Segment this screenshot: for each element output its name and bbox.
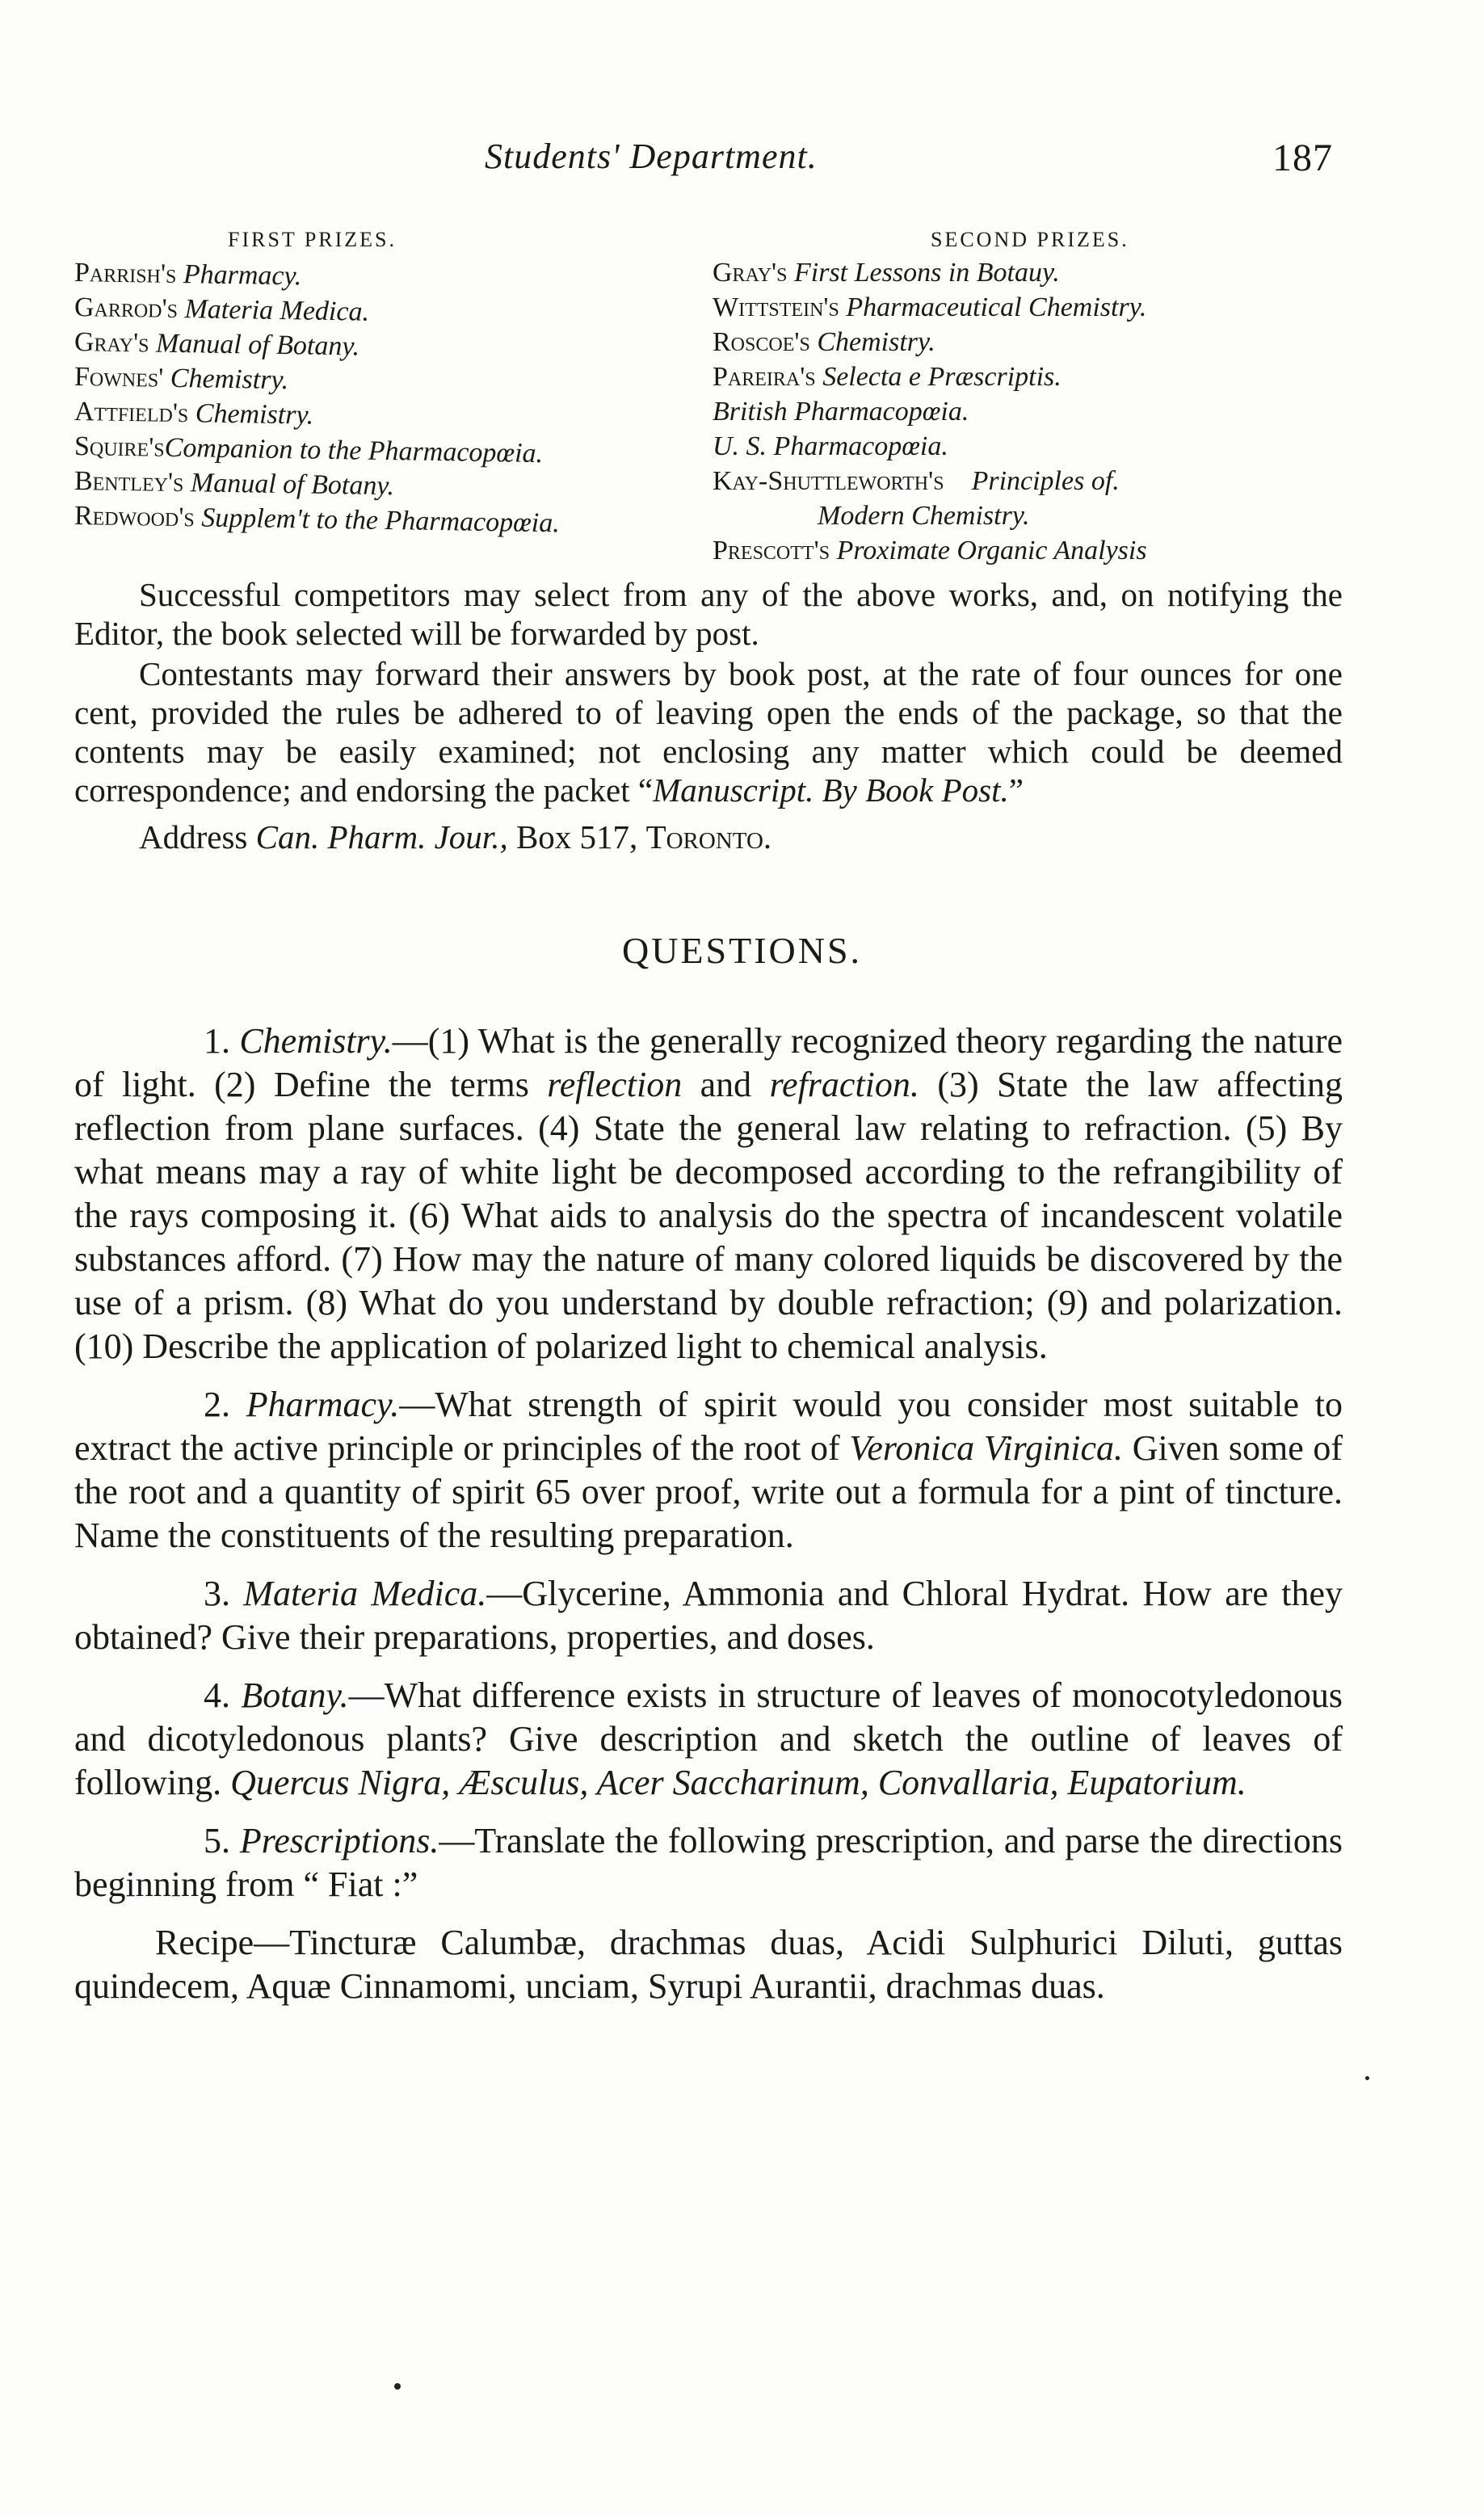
prize-item: Squire'sCompanion to the Pharmacopœia. [74,431,544,469]
prize-item: British Pharmacopœia. [713,397,969,427]
recipe-text: Recipe—Tincturæ Calumbæ, drachmas duas, Acidi Sulphurici Diluti, guttas quindecem, Aquæ Cinnamomi, unciam, Syrupi Aurantii, drachmas duas. [74,1923,1343,2006]
address-line: Address Can. Pharm. Jour., Box 517, Toronto. [139,818,772,856]
second-prizes-heading: SECOND PRIZES. [931,228,1129,251]
question-item: 2. Pharmacy.—What strength of spirit would you consider most suitable to extract the active principle or principles of the root of Veronica Virginica. Given some of the root and a quantity of spirit 65 over proof, write out a formula for a pint of tincture. Name the constituents of the resulting preparation. [74,1385,1343,1555]
section-heading: QUESTIONS. [621,930,863,971]
prize-item: Bentley's Manual of Botany. [74,466,395,502]
prize-item: Roscoe's Chemistry. [713,327,935,357]
prize-item: Gray's Manual of Botany. [74,327,360,362]
submission-notice [74,575,1343,858]
running-title: Students' Department. [485,137,818,176]
question-item: 1. Chemistry.—(1) What is the generally recognized theory regarding the nature of light. (2) Define the terms reflection and refraction. (3) State the law affecting reflection from plane surfaces. (4) State the general law relating to refraction. (5) By what means may a ray of white light be decomposed according to the refrangibility of the rays composing it. (6) What aids to analysis do the spectra of incandescent volatile substances afford. (7) How may the nature of many colored liquids be discovered by the use of a prism. (8) What do you understand by double refraction; (9) and polarization. (10) Describe the application of polarized light to chemical analysis. [74,1021,1343,1366]
prize-item: Garrod's Materia Medica. [74,292,370,327]
ink-speck [1365,2076,1369,2080]
prize-item: Modern Chemistry. [818,501,1030,531]
prize-item: Fownes' Chemistry. [74,362,289,396]
question-item: 4. Botany.—What difference exists in structure of leaves of monocotyledonous and dicotyledonous plants? Give description and sketch the outline of leaves of following. Quercus Nigra, Æsculus, Acer Saccharinum, Convallaria, Eupatorium. [74,1675,1343,1802]
notice-paragraph: Contestants may forward their answers by book post, at the rate of four ounces for one cent, provided the rules be adhered to of leaving open the ends of the package, so that the contents may be easily examined; not enclosing any matter which could be deemed correspondence; and endorsing the packet “Manuscript. By Book Post.” [74,655,1343,809]
notice-paragraph: Successful competitors may select from any of the above works, and, on notifying the Editor, the book selected will be forwarded by post. [74,576,1343,652]
question-item: 5. Prescriptions.—Translate the following prescription, and parse the directions beginning from “ Fiat :” [74,1821,1343,1904]
running-header [485,136,1333,177]
page-number: 187 [1272,137,1333,179]
prize-item: Gray's First Lessons in Botauy. [713,258,1060,288]
first-prizes-column [74,228,737,539]
prize-item: Redwood's Supplem't to the Pharmacopœia. [74,501,561,539]
second-prizes-column [713,228,1375,568]
ink-speck [394,2383,401,2390]
first-prizes-heading: FIRST PRIZES. [228,228,397,251]
questions-list [74,1019,1343,2008]
prize-item: Pareira's Selecta e Præscriptis. [713,362,1062,392]
prize-item: Wittstein's Pharmaceutical Chemistry. [713,292,1147,322]
prize-item: U. S. Pharmacopœia. [713,431,948,461]
prize-item: Attfield's Chemistry. [74,397,314,431]
prize-item: Kay-Shuttleworth's Principles of. [713,466,1120,496]
prize-item: Parrish's Pharmacy. [74,258,302,292]
question-item: 3. Materia Medica.—Glycerine, Ammonia and Chloral Hydrat. How are they obtained? Give their preparations, properties, and doses. [74,1574,1343,1657]
prize-item: Prescott's Proximate Organic Analysis [713,536,1147,565]
